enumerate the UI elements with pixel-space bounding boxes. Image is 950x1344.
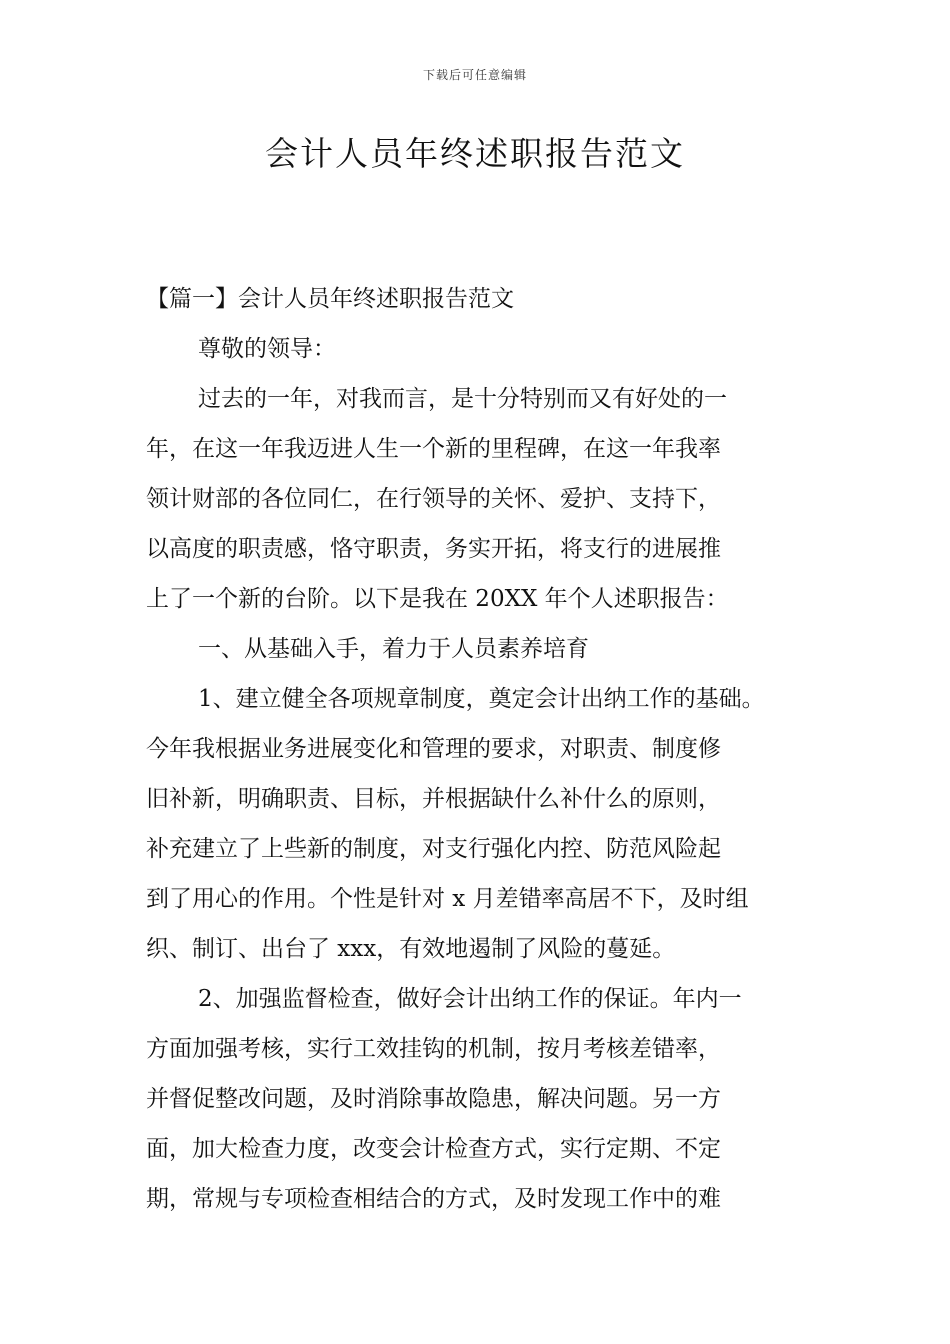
section-heading: 【篇一】会计人员年终述职报告范文 (146, 286, 514, 312)
paragraph-line: 织、制订、出台了 xxx，有效地遏制了风险的蔓延。 (146, 936, 676, 962)
header-note: 下载后可任意编辑 (422, 68, 527, 82)
paragraph-line: 方面加强考核，实行工效挂钩的机制，按月考核差错率， (146, 1036, 721, 1062)
paragraph-line: 旧补新，明确职责、目标，并根据缺什么补什么的原则， (146, 786, 721, 812)
paragraph-line: 面，加大检查力度，改变会计检查方式，实行定期、不定 (146, 1136, 721, 1162)
paragraph-line: 过去的一年，对我而言，是十分特别而又有好处的一 (198, 386, 727, 412)
document-title: 会计人员年终述职报告范文 (265, 134, 685, 173)
paragraph-line: 以高度的职责感，恪守职责，务实开拓，将支行的进展推 (146, 536, 721, 562)
subsection-heading: 一、从基础入手，着力于人员素养培育 (198, 636, 589, 662)
paragraph-line: 领计财部的各位同仁，在行领导的关怀、爱护、支持下， (146, 486, 721, 512)
paragraph-line: 今年我根据业务进展变化和管理的要求，对职责、制度修 (146, 736, 721, 762)
paragraph-line: 期，常规与专项检查相结合的方式，及时发现工作中的难 (146, 1186, 721, 1212)
paragraph-line: 并督促整改问题，及时消除事故隐患，解决问题。另一方 (146, 1086, 721, 1112)
paragraph-line: 补充建立了上些新的制度，对支行强化内控、防范风险起 (146, 836, 721, 862)
salutation: 尊敬的领导： (198, 336, 336, 362)
paragraph-line: 上了一个新的台阶。以下是我在 20XX 年个人述职报告： (146, 586, 729, 612)
paragraph-line: 2、加强监督检查，做好会计出纳工作的保证。年内一 (198, 986, 742, 1012)
paragraph-line: 年，在这一年我迈进人生一个新的里程碑，在这一年我率 (146, 436, 721, 462)
paragraph-line: 1、建立健全各项规章制度，奠定会计出纳工作的基础。 (198, 686, 765, 712)
paragraph-line: 到了用心的作用。个性是针对 x 月差错率高居不下，及时组 (146, 886, 749, 912)
document-body (146, 274, 836, 1224)
